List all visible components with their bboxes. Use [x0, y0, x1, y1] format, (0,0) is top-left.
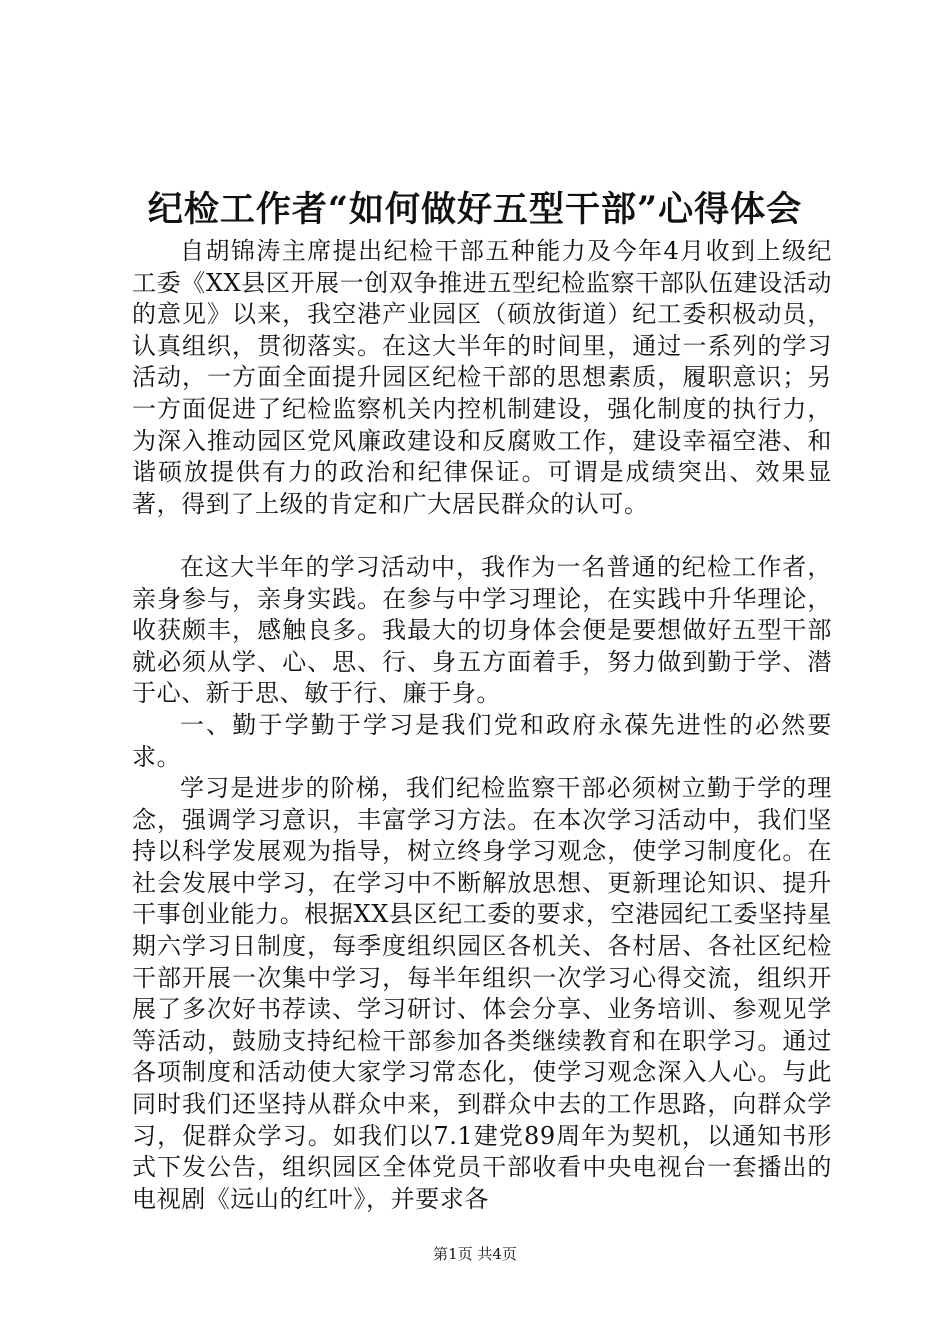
document-body — [132, 236, 832, 1215]
paragraph-study-details: 学习是进步的阶梯，我们纪检监察干部必须树立勤于学的理念，强调学习意识，丰富学习方法。在本次学习活动中，我们坚持以科学发展观为指导，树立终身学习观念，使学习制度化。在社会发展中学习，在学习中不断解放思想、更新理论知识、提升干事创业能力。根据XX县区纪工委的要求，空港园纪工委坚持星期六学习日制度，每季度组织园区各机关、各村居、各社区纪检干部开展一次集中学习，每半年组织一次学习心得交流，组织开展了多次好书荐读、学习研讨、体会分享、业务培训、参观见学等活动，鼓励支持纪检干部参加各类继续教育和在职学习。通过各项制度和活动使大家学习常态化，使学习观念深入人心。与此同时我们还坚持从群众中来，到群众中去的工作思路，向群众学习，促群众学习。如我们以7.1建党89周年为契机，以通知书形式下发公告，组织园区全体党员干部收看中央电视台一套播出的电视剧《远山的红叶》，并要求各 — [132, 774, 832, 1213]
paragraph-intro: 自胡锦涛主席提出纪检干部五种能力及今年4月收到上级纪工委《XX县区开展一创双争推进五型纪检监察干部队伍建设活动的意见》以来，我空港产业园区（硕放街道）纪工委积极动员，认真组织，贯彻落实。在这大半年的时间里，通过一系列的学习活动，一方面全面提升园区纪检干部的思想素质，履职意识；另一方面促进了纪检监察机关内控机制建设，强化制度的执行力，为深入推动园区党风廉政建设和反腐败工作，建设幸福空港、和谐硕放提供有力的政治和纪律保证。可谓是成绩突出、效果显著，得到了上级的肯定和广大居民群众的认可。 — [132, 237, 832, 518]
page-indicator: 第1页 共4页 — [433, 1245, 517, 1263]
section-heading-diligent-study: 一、勤于学勤于学习是我们党和政府永葆先进性的必然要求。 — [132, 710, 832, 771]
document-title: 纪检工作者“如何做好五型干部”心得体会 — [147, 189, 803, 230]
paragraph-experience: 在这大半年的学习活动中，我作为一名普通的纪检工作者，亲身参与，亲身实践。在参与中学习理论，在实践中升华理论，收获颇丰，感触良多。我最大的切身体会便是要想做好五型干部就必须从学、心、思、行、身五方面着手，努力做到勤于学、潜于心、新于思、敏于行、廉于身。 — [132, 552, 832, 708]
